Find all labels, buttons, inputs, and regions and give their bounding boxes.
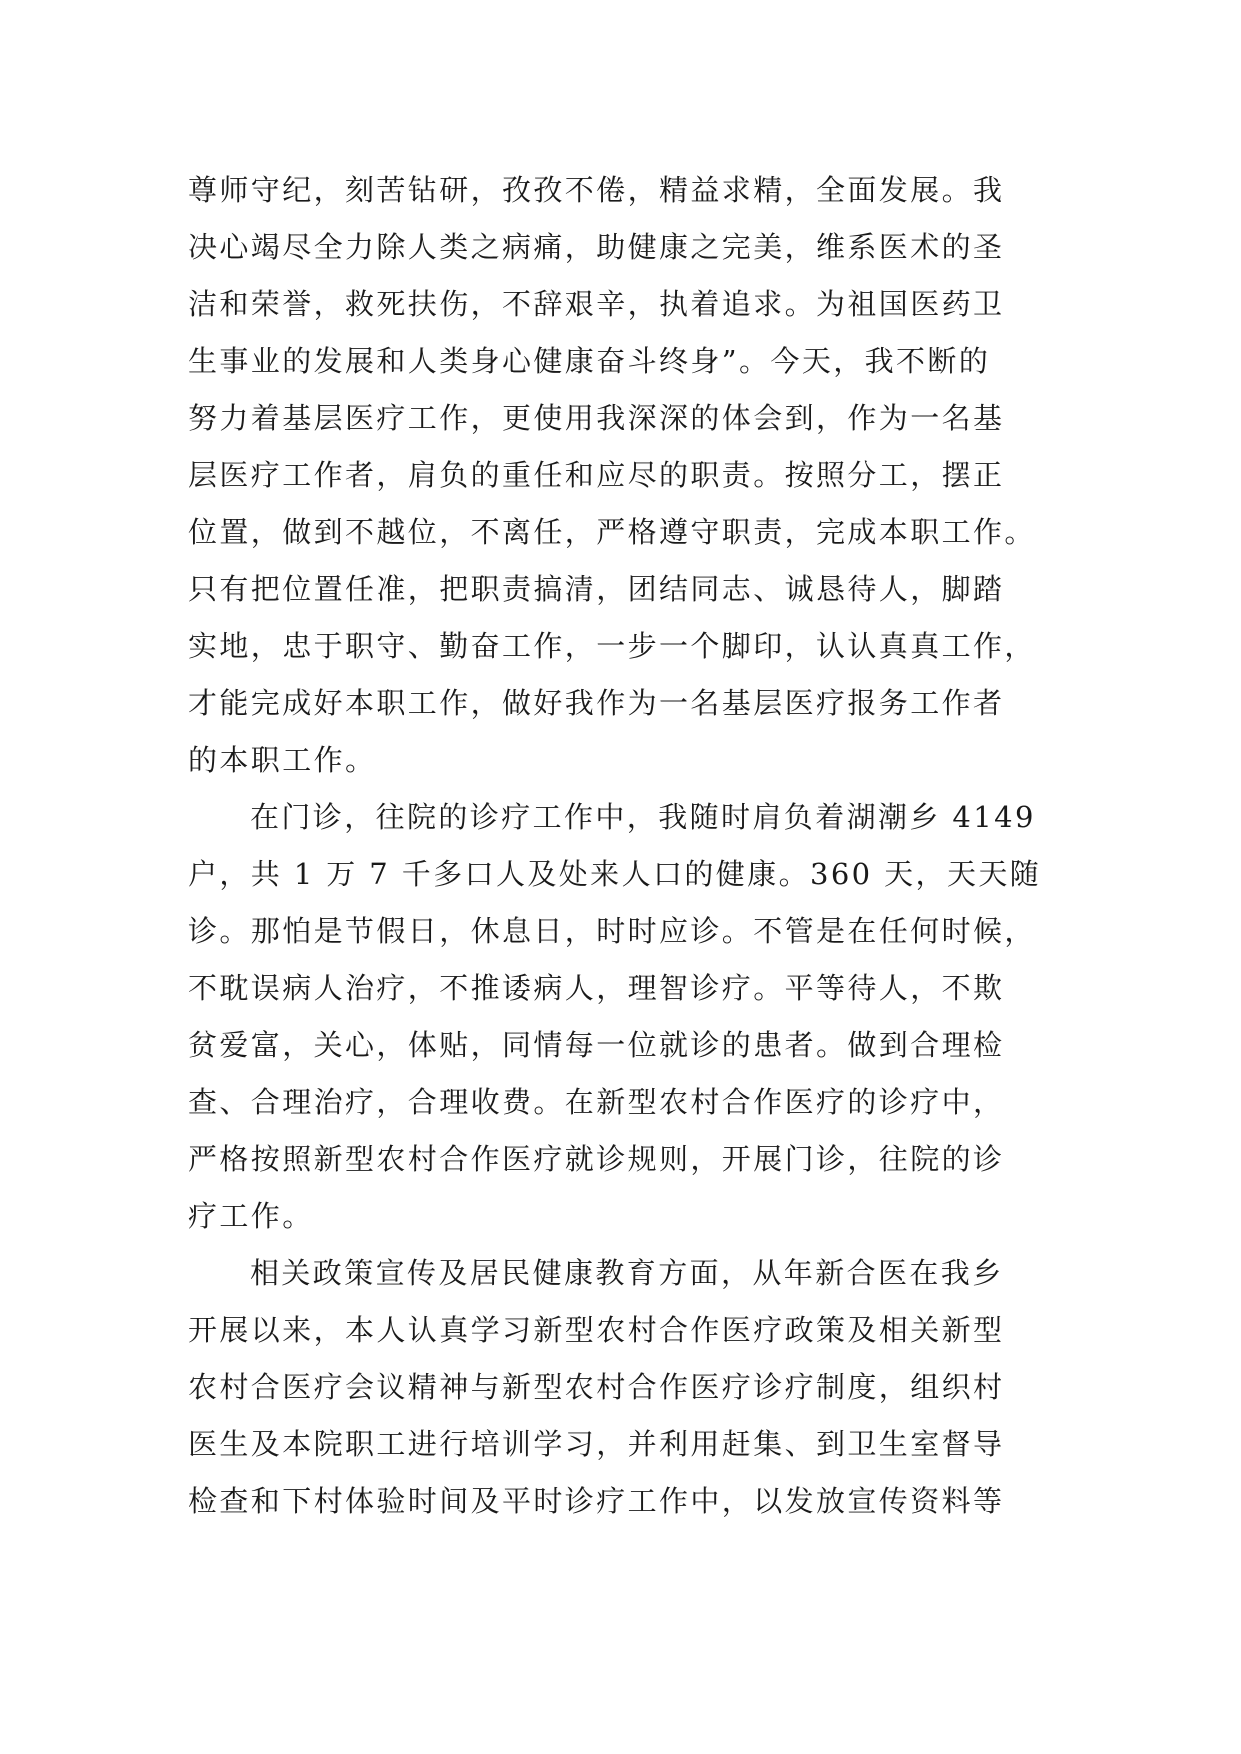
text-line-first-indented: 相关政策宣传及居民健康教育方面，从年新合医在我乡 (250, 1256, 1004, 1290)
document-body (188, 162, 1068, 1530)
paragraph-3 (188, 1245, 1068, 1530)
text-line: 层医疗工作者，肩负的重任和应尽的职责。按照分工，摆正 (188, 458, 1005, 492)
text-line: 查、合理治疗，合理收费。在新型农村合作医疗的诊疗中， (188, 1085, 1005, 1119)
text-line: 农村合医疗会议精神与新型农村合作医疗诊疗制度，组织村 (188, 1370, 1005, 1404)
paragraph-2 (188, 789, 1068, 1245)
text-line: 开展以来，本人认真学习新型农村合作医疗政策及相关新型 (188, 1313, 1005, 1347)
text-line: 决心竭尽全力除人类之病痛，助健康之完美，维系医术的圣 (188, 230, 1005, 264)
text-line: 疗工作。 (188, 1199, 314, 1233)
text-line: 生事业的发展和人类身心健康奋斗终身”。今天，我不断的 (188, 344, 991, 378)
text-line: 检查和下村体验时间及平时诊疗工作中，以发放宣传资料等 (188, 1484, 1005, 1518)
text-line: 洁和荣誉，救死扶伤，不辞艰辛，执着追求。为祖国医药卫 (188, 287, 1005, 321)
text-line: 医生及本院职工进行培训学习，并利用赶集、到卫生室督导 (188, 1427, 1005, 1461)
text-line-first-indented: 在门诊，往院的诊疗工作中，我随时肩负着湖潮乡 4149 (250, 800, 1036, 834)
text-line: 只有把位置任准，把职责搞清，团结同志、诚恳待人，脚踏 (188, 572, 1005, 606)
paragraph-1 (188, 162, 1068, 789)
text-line: 位置，做到不越位，不离任，严格遵守职责，完成本职工作。 (188, 515, 1036, 549)
text-line: 尊师守纪，刻苦钻研，孜孜不倦，精益求精，全面发展。我 (188, 173, 1005, 207)
text-line: 的本职工作。 (188, 743, 377, 777)
text-line: 严格按照新型农村合作医疗就诊规则，开展门诊，往院的诊 (188, 1142, 1005, 1176)
text-line: 努力着基层医疗工作，更使用我深深的体会到，作为一名基 (188, 401, 1005, 435)
text-line: 才能完成好本职工作，做好我作为一名基层医疗报务工作者 (188, 686, 1005, 720)
text-line: 不耽误病人治疗，不推诿病人，理智诊疗。平等待人，不欺 (188, 971, 1005, 1005)
text-line: 实地，忠于职守、勤奋工作，一步一个脚印，认认真真工作， (188, 629, 1036, 663)
text-line: 户，共 1 万 7 千多口人及处来人口的健康。360 天，天天随 (188, 857, 1042, 891)
text-line: 诊。那怕是节假日，休息日，时时应诊。不管是在任何时候， (188, 914, 1036, 948)
text-line: 贫爱富，关心，体贴，同情每一位就诊的患者。做到合理检 (188, 1028, 1005, 1062)
